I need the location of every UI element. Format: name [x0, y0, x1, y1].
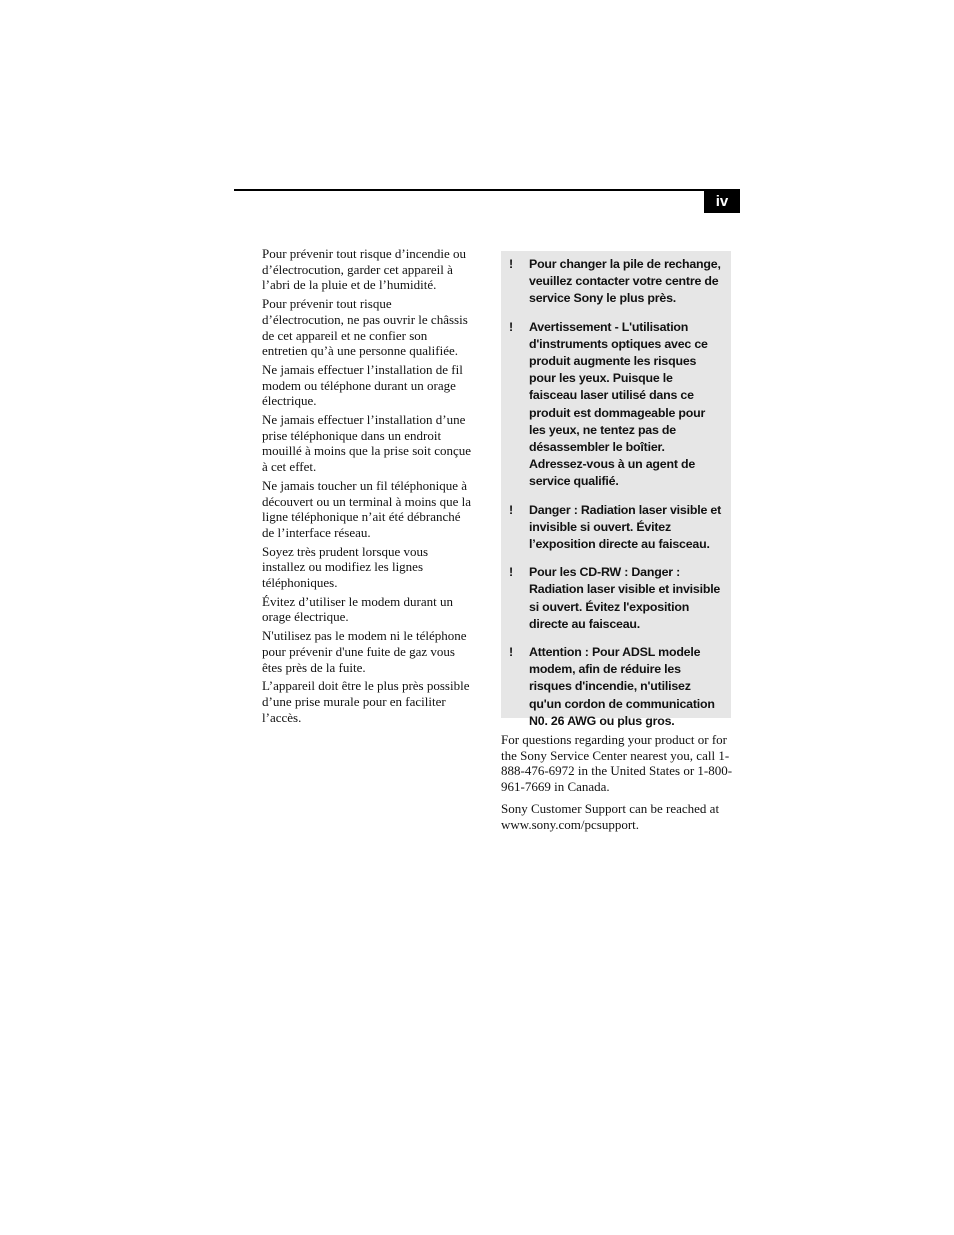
exclamation-icon: ! — [509, 319, 513, 334]
warning-box — [501, 251, 731, 728]
safety-paragraph: Pour prévenir tout risque d’incendie ou d’électrocution, garder cet appareil à l’abri de la pluie et de l’humidité. — [262, 246, 466, 293]
safety-paragraph: Évitez d’utiliser le modem durant un orage électrique. — [262, 593, 453, 625]
warning-item — [509, 319, 723, 491]
exclamation-icon: ! — [509, 565, 513, 580]
exclamation-icon: ! — [509, 257, 513, 271]
warning-text: Pour changer la pile de rechange, veuillez contacter votre centre de service Sony le plus près. — [529, 257, 721, 306]
warning-item — [509, 256, 723, 308]
safety-paragraph: N'utilisez pas le modem ni le téléphone pour prévenir d'une fuite de gaz vous êtes près de la fuite. — [262, 628, 467, 675]
safety-paragraph: Ne jamais toucher un fil téléphonique à découvert ou un terminal à moins que la ligne téléphonique n’ait été débranché de l’interface réseau. — [262, 477, 472, 540]
header-rule — [234, 189, 740, 191]
left-column — [262, 246, 474, 728]
warning-text: Danger : Radiation laser visible et invisible si ouvert. Évitez l’exposition directe au faisceau. — [529, 502, 722, 552]
safety-paragraph: Ne jamais effectuer l’installation d’une prise téléphonique dans un endroit mouillé à moins que la prise soit conçue à cet effet. — [262, 412, 472, 475]
warning-item — [509, 644, 723, 730]
support-paragraph: Sony Customer Support can be reached at www.sony.com/pcsupport. — [501, 801, 720, 832]
page-number: iv — [704, 191, 740, 213]
support-paragraph: For questions regarding your product or for the Sony Service Center nearest you, call 1-888-476-6972 in the United States or 1-800-961-7669 in Canada. — [501, 732, 733, 794]
warning-text: Attention : Pour ADSL modele modem, afin de réduire les risques d'incendie, n'utilisez qu'un cordon de communication N0. 26 AWG ou plus gros. — [529, 645, 715, 728]
exclamation-icon: ! — [509, 502, 513, 517]
warning-item — [509, 564, 723, 633]
safety-paragraph: Pour prévenir tout risque d’électrocution, ne pas ouvrir le châssis de cet appareil et ne confier son entretien qu’à une personne qualifiée. — [262, 296, 468, 359]
warning-text: Avertissement - L'utilisation d'instruments optiques avec ce produit augmente les risques pour les yeux. Puisque le faisceau laser utilisé dans ce produit est dommageable pour les yeux, ne tentez pas de désassembler le boîtier. Adressez-vous à un agent de service qualifié. — [529, 319, 708, 489]
safety-paragraph: L’appareil doit être le plus près possible d’une prise murale pour en faciliter l’accès. — [262, 678, 470, 725]
safety-paragraph: Soyez très prudent lorsque vous installez ou modifiez les lignes téléphoniques. — [262, 543, 429, 591]
exclamation-icon: ! — [509, 645, 513, 660]
right-column — [501, 732, 737, 840]
warning-text: Pour les CD-RW : Danger : Radiation laser visible et invisible si ouvert. Évitez l'exposition directe au faisceau. — [529, 565, 721, 631]
safety-paragraph: Ne jamais effectuer l’installation de fil modem ou téléphone durant un orage électrique. — [262, 361, 463, 409]
warning-item — [509, 502, 723, 554]
